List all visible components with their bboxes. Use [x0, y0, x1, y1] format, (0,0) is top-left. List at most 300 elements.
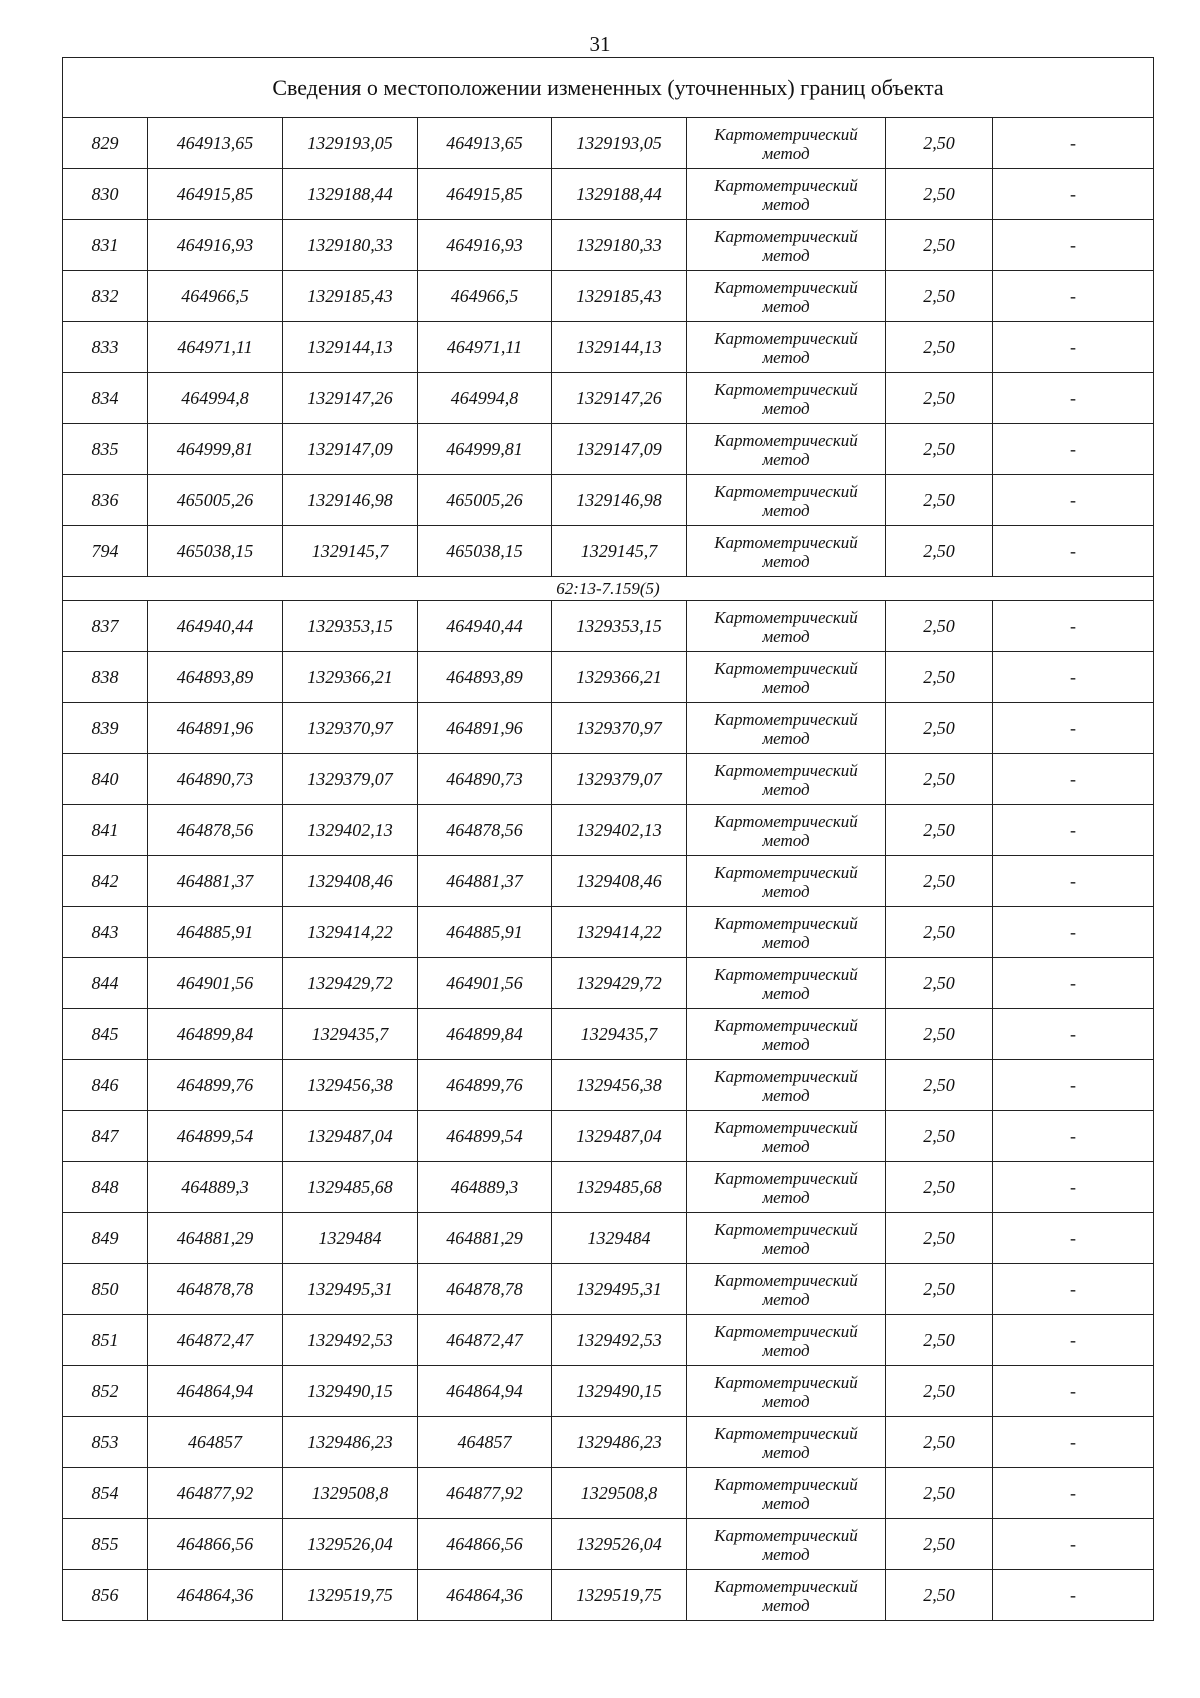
method-line-1: Картометрический [714, 1423, 858, 1443]
existing-x-cell: 465038,15 [148, 526, 283, 577]
method-line-2: метод [762, 1187, 810, 1207]
point-number-cell: 845 [63, 1009, 148, 1060]
point-number-cell: 855 [63, 1519, 148, 1570]
page-number: 31 [589, 32, 611, 56]
refined-y-cell: 1329492,53 [552, 1315, 687, 1366]
method-line-2: метод [762, 1391, 810, 1411]
note-cell: - [993, 169, 1154, 220]
method-line-2: метод [762, 296, 810, 316]
existing-y-cell: 1329487,04 [283, 1111, 418, 1162]
method-cell [687, 118, 886, 169]
method-line-1: Картометрический [714, 1117, 858, 1137]
method-line-1: Картометрический [714, 481, 858, 501]
existing-y-cell: 1329402,13 [283, 805, 418, 856]
existing-x-cell: 464857 [148, 1417, 283, 1468]
note-cell: - [993, 652, 1154, 703]
method-line-2: метод [762, 1085, 810, 1105]
existing-x-cell: 464891,96 [148, 703, 283, 754]
table-title: Сведения о местоположении измененных (уточненных) границ объекта [63, 58, 1154, 118]
existing-x-cell: 464940,44 [148, 601, 283, 652]
method-line-1: Картометрический [714, 862, 858, 882]
accuracy-cell: 2,50 [886, 1264, 993, 1315]
method-cell [687, 601, 886, 652]
accuracy-cell: 2,50 [886, 958, 993, 1009]
note-cell: - [993, 1570, 1154, 1621]
method-cell [687, 1315, 886, 1366]
table-row [63, 424, 1154, 475]
note-cell: - [993, 424, 1154, 475]
existing-y-cell: 1329366,21 [283, 652, 418, 703]
method-line-1: Картометрический [714, 1474, 858, 1494]
accuracy-cell: 2,50 [886, 220, 993, 271]
point-number-cell: 849 [63, 1213, 148, 1264]
table-row [63, 118, 1154, 169]
point-number-cell: 831 [63, 220, 148, 271]
table-row [63, 1162, 1154, 1213]
table-row [63, 220, 1154, 271]
refined-x-cell: 464857 [418, 1417, 552, 1468]
existing-y-cell: 1329414,22 [283, 907, 418, 958]
method-line-1: Картометрический [714, 226, 858, 246]
existing-x-cell: 464966,5 [148, 271, 283, 322]
refined-y-cell: 1329485,68 [552, 1162, 687, 1213]
accuracy-cell: 2,50 [886, 322, 993, 373]
existing-x-cell: 464913,65 [148, 118, 283, 169]
table-row [63, 1060, 1154, 1111]
refined-y-cell: 1329487,04 [552, 1111, 687, 1162]
table-row [63, 856, 1154, 907]
point-number-cell: 850 [63, 1264, 148, 1315]
accuracy-cell: 2,50 [886, 856, 993, 907]
method-line-2: метод [762, 194, 810, 214]
method-cell [687, 424, 886, 475]
point-number-cell: 838 [63, 652, 148, 703]
point-number-cell: 836 [63, 475, 148, 526]
method-line-1: Картометрический [714, 430, 858, 450]
existing-y-cell: 1329188,44 [283, 169, 418, 220]
existing-y-cell: 1329146,98 [283, 475, 418, 526]
method-cell [687, 1366, 886, 1417]
refined-y-cell: 1329146,98 [552, 475, 687, 526]
existing-x-cell: 464878,78 [148, 1264, 283, 1315]
existing-x-cell: 464994,8 [148, 373, 283, 424]
method-cell [687, 703, 886, 754]
note-cell: - [993, 1060, 1154, 1111]
note-cell: - [993, 1315, 1154, 1366]
method-line-1: Картометрический [714, 760, 858, 780]
refined-x-cell: 464885,91 [418, 907, 552, 958]
method-line-2: метод [762, 398, 810, 418]
existing-x-cell: 464890,73 [148, 754, 283, 805]
method-line-2: метод [762, 500, 810, 520]
method-line-1: Картометрический [714, 913, 858, 933]
refined-x-cell: 464994,8 [418, 373, 552, 424]
table-row [63, 526, 1154, 577]
method-line-2: метод [762, 449, 810, 469]
method-line-2: метод [762, 779, 810, 799]
point-number-cell: 842 [63, 856, 148, 907]
refined-y-cell: 1329180,33 [552, 220, 687, 271]
method-line-2: метод [762, 1238, 810, 1258]
method-cell [687, 1009, 886, 1060]
method-line-2: метод [762, 1544, 810, 1564]
accuracy-cell: 2,50 [886, 271, 993, 322]
refined-y-cell: 1329147,09 [552, 424, 687, 475]
existing-x-cell: 464881,37 [148, 856, 283, 907]
accuracy-cell: 2,50 [886, 754, 993, 805]
table-row [63, 754, 1154, 805]
refined-y-cell: 1329185,43 [552, 271, 687, 322]
existing-x-cell: 464872,47 [148, 1315, 283, 1366]
table-row [63, 1366, 1154, 1417]
accuracy-cell: 2,50 [886, 169, 993, 220]
refined-y-cell: 1329526,04 [552, 1519, 687, 1570]
existing-y-cell: 1329144,13 [283, 322, 418, 373]
refined-x-cell: 464901,56 [418, 958, 552, 1009]
method-cell [687, 220, 886, 271]
note-cell: - [993, 856, 1154, 907]
refined-y-cell: 1329508,8 [552, 1468, 687, 1519]
table-row [63, 703, 1154, 754]
existing-y-cell: 1329370,97 [283, 703, 418, 754]
point-number-cell: 843 [63, 907, 148, 958]
table-row [63, 1417, 1154, 1468]
method-cell [687, 1111, 886, 1162]
accuracy-cell: 2,50 [886, 1417, 993, 1468]
refined-x-cell: 464878,78 [418, 1264, 552, 1315]
point-number-cell: 848 [63, 1162, 148, 1213]
method-cell [687, 907, 886, 958]
note-cell: - [993, 118, 1154, 169]
note-cell: - [993, 526, 1154, 577]
existing-y-cell: 1329435,7 [283, 1009, 418, 1060]
existing-x-cell: 464915,85 [148, 169, 283, 220]
refined-y-cell: 1329145,7 [552, 526, 687, 577]
table-row [63, 475, 1154, 526]
method-cell [687, 1417, 886, 1468]
refined-x-cell: 464913,65 [418, 118, 552, 169]
existing-y-cell: 1329526,04 [283, 1519, 418, 1570]
accuracy-cell: 2,50 [886, 703, 993, 754]
refined-x-cell: 464893,89 [418, 652, 552, 703]
accuracy-cell: 2,50 [886, 1213, 993, 1264]
existing-y-cell: 1329508,8 [283, 1468, 418, 1519]
existing-x-cell: 464881,29 [148, 1213, 283, 1264]
note-cell: - [993, 1468, 1154, 1519]
refined-x-cell: 464891,96 [418, 703, 552, 754]
accuracy-cell: 2,50 [886, 424, 993, 475]
refined-y-cell: 1329456,38 [552, 1060, 687, 1111]
method-line-2: метод [762, 1442, 810, 1462]
point-number-cell: 852 [63, 1366, 148, 1417]
refined-y-cell: 1329429,72 [552, 958, 687, 1009]
table-row [63, 958, 1154, 1009]
refined-y-cell: 1329519,75 [552, 1570, 687, 1621]
section-label: 62:13-7.159(5) [63, 577, 1154, 601]
method-line-1: Картометрический [714, 379, 858, 399]
refined-y-cell: 1329495,31 [552, 1264, 687, 1315]
method-line-2: метод [762, 728, 810, 748]
method-line-2: метод [762, 347, 810, 367]
method-cell [687, 1213, 886, 1264]
method-line-1: Картометрический [714, 607, 858, 627]
method-line-2: метод [762, 1136, 810, 1156]
existing-y-cell: 1329145,7 [283, 526, 418, 577]
note-cell: - [993, 1519, 1154, 1570]
refined-y-cell: 1329486,23 [552, 1417, 687, 1468]
method-line-2: метод [762, 1289, 810, 1309]
refined-x-cell: 464940,44 [418, 601, 552, 652]
accuracy-cell: 2,50 [886, 1162, 993, 1213]
accuracy-cell: 2,50 [886, 1009, 993, 1060]
method-line-2: метод [762, 626, 810, 646]
refined-x-cell: 464971,11 [418, 322, 552, 373]
refined-x-cell: 464966,5 [418, 271, 552, 322]
accuracy-cell: 2,50 [886, 652, 993, 703]
point-number-cell: 841 [63, 805, 148, 856]
note-cell: - [993, 958, 1154, 1009]
note-cell: - [993, 220, 1154, 271]
method-line-2: метод [762, 1034, 810, 1054]
method-line-2: метод [762, 830, 810, 850]
refined-x-cell: 464915,85 [418, 169, 552, 220]
refined-y-cell: 1329370,97 [552, 703, 687, 754]
accuracy-cell: 2,50 [886, 907, 993, 958]
table-row [63, 373, 1154, 424]
method-cell [687, 322, 886, 373]
table-row [63, 1009, 1154, 1060]
refined-x-cell: 464877,92 [418, 1468, 552, 1519]
method-cell [687, 373, 886, 424]
note-cell: - [993, 1213, 1154, 1264]
existing-x-cell: 464971,11 [148, 322, 283, 373]
refined-y-cell: 1329379,07 [552, 754, 687, 805]
note-cell: - [993, 1264, 1154, 1315]
existing-x-cell: 464864,94 [148, 1366, 283, 1417]
refined-y-cell: 1329435,7 [552, 1009, 687, 1060]
method-line-1: Картометрический [714, 811, 858, 831]
note-cell: - [993, 322, 1154, 373]
method-line-2: метод [762, 881, 810, 901]
point-number-cell: 846 [63, 1060, 148, 1111]
existing-y-cell: 1329353,15 [283, 601, 418, 652]
accuracy-cell: 2,50 [886, 118, 993, 169]
refined-x-cell: 464999,81 [418, 424, 552, 475]
refined-x-cell: 464890,73 [418, 754, 552, 805]
accuracy-cell: 2,50 [886, 1111, 993, 1162]
method-line-1: Картометрический [714, 1321, 858, 1341]
boundary-coordinates-table [62, 57, 1154, 1621]
existing-y-cell: 1329456,38 [283, 1060, 418, 1111]
point-number-cell: 856 [63, 1570, 148, 1621]
method-line-1: Картометрический [714, 1219, 858, 1239]
note-cell: - [993, 805, 1154, 856]
note-cell: - [993, 1009, 1154, 1060]
note-cell: - [993, 754, 1154, 805]
refined-x-cell: 464881,29 [418, 1213, 552, 1264]
method-line-1: Картометрический [714, 1066, 858, 1086]
point-number-cell: 829 [63, 118, 148, 169]
method-line-2: метод [762, 245, 810, 265]
existing-x-cell: 464878,56 [148, 805, 283, 856]
point-number-cell: 830 [63, 169, 148, 220]
existing-y-cell: 1329519,75 [283, 1570, 418, 1621]
method-line-2: метод [762, 551, 810, 571]
table-row [63, 1315, 1154, 1366]
table-row [63, 271, 1154, 322]
method-line-1: Картометрический [714, 964, 858, 984]
note-cell: - [993, 271, 1154, 322]
method-cell [687, 958, 886, 1009]
accuracy-cell: 2,50 [886, 1570, 993, 1621]
existing-y-cell: 1329492,53 [283, 1315, 418, 1366]
method-line-2: метод [762, 677, 810, 697]
method-cell [687, 1468, 886, 1519]
table-row [63, 1111, 1154, 1162]
existing-x-cell: 464889,3 [148, 1162, 283, 1213]
existing-x-cell: 465005,26 [148, 475, 283, 526]
point-number-cell: 853 [63, 1417, 148, 1468]
refined-y-cell: 1329144,13 [552, 322, 687, 373]
point-number-cell: 835 [63, 424, 148, 475]
refined-y-cell: 1329408,46 [552, 856, 687, 907]
refined-x-cell: 464899,76 [418, 1060, 552, 1111]
accuracy-cell: 2,50 [886, 373, 993, 424]
point-number-cell: 834 [63, 373, 148, 424]
method-line-1: Картометрический [714, 1372, 858, 1392]
refined-x-cell: 464864,36 [418, 1570, 552, 1621]
existing-x-cell: 464901,56 [148, 958, 283, 1009]
existing-x-cell: 464899,84 [148, 1009, 283, 1060]
note-cell: - [993, 703, 1154, 754]
existing-y-cell: 1329485,68 [283, 1162, 418, 1213]
table-row [63, 652, 1154, 703]
existing-y-cell: 1329180,33 [283, 220, 418, 271]
point-number-cell: 847 [63, 1111, 148, 1162]
point-number-cell: 833 [63, 322, 148, 373]
method-line-1: Картометрический [714, 328, 858, 348]
note-cell: - [993, 373, 1154, 424]
point-number-cell: 837 [63, 601, 148, 652]
method-line-1: Картометрический [714, 1015, 858, 1035]
method-line-1: Картометрический [714, 124, 858, 144]
existing-y-cell: 1329490,15 [283, 1366, 418, 1417]
refined-x-cell: 464881,37 [418, 856, 552, 907]
refined-y-cell: 1329193,05 [552, 118, 687, 169]
existing-x-cell: 464866,56 [148, 1519, 283, 1570]
method-line-1: Картометрический [714, 709, 858, 729]
method-cell [687, 1264, 886, 1315]
table-row [63, 805, 1154, 856]
note-cell: - [993, 1366, 1154, 1417]
method-line-1: Картометрический [714, 658, 858, 678]
method-line-1: Картометрический [714, 1270, 858, 1290]
accuracy-cell: 2,50 [886, 475, 993, 526]
existing-x-cell: 464885,91 [148, 907, 283, 958]
method-line-1: Картометрический [714, 1168, 858, 1188]
method-cell [687, 856, 886, 907]
method-cell [687, 526, 886, 577]
table-row [63, 322, 1154, 373]
refined-x-cell: 464889,3 [418, 1162, 552, 1213]
point-number-cell: 832 [63, 271, 148, 322]
method-cell [687, 1060, 886, 1111]
method-line-1: Картометрический [714, 532, 858, 552]
point-number-cell: 854 [63, 1468, 148, 1519]
point-number-cell: 844 [63, 958, 148, 1009]
refined-x-cell: 464864,94 [418, 1366, 552, 1417]
note-cell: - [993, 907, 1154, 958]
table-row [63, 1468, 1154, 1519]
refined-y-cell: 1329353,15 [552, 601, 687, 652]
accuracy-cell: 2,50 [886, 1315, 993, 1366]
accuracy-cell: 2,50 [886, 526, 993, 577]
method-cell [687, 475, 886, 526]
refined-y-cell: 1329414,22 [552, 907, 687, 958]
accuracy-cell: 2,50 [886, 1519, 993, 1570]
method-line-1: Картометрический [714, 1576, 858, 1596]
method-line-2: метод [762, 1340, 810, 1360]
existing-y-cell: 1329147,26 [283, 373, 418, 424]
refined-x-cell: 464916,93 [418, 220, 552, 271]
existing-x-cell: 464899,76 [148, 1060, 283, 1111]
point-number-cell: 839 [63, 703, 148, 754]
existing-x-cell: 464864,36 [148, 1570, 283, 1621]
refined-x-cell: 464866,56 [418, 1519, 552, 1570]
table-row [63, 1264, 1154, 1315]
method-cell [687, 1519, 886, 1570]
refined-y-cell: 1329366,21 [552, 652, 687, 703]
refined-y-cell: 1329490,15 [552, 1366, 687, 1417]
method-cell [687, 169, 886, 220]
note-cell: - [993, 475, 1154, 526]
method-cell [687, 271, 886, 322]
existing-y-cell: 1329408,46 [283, 856, 418, 907]
method-line-2: метод [762, 932, 810, 952]
method-cell [687, 805, 886, 856]
refined-y-cell: 1329188,44 [552, 169, 687, 220]
existing-y-cell: 1329185,43 [283, 271, 418, 322]
refined-x-cell: 464872,47 [418, 1315, 552, 1366]
existing-x-cell: 464893,89 [148, 652, 283, 703]
note-cell: - [993, 1162, 1154, 1213]
accuracy-cell: 2,50 [886, 601, 993, 652]
method-line-2: метод [762, 1595, 810, 1615]
existing-y-cell: 1329429,72 [283, 958, 418, 1009]
table-row [63, 1519, 1154, 1570]
note-cell: - [993, 601, 1154, 652]
refined-x-cell: 464878,56 [418, 805, 552, 856]
note-cell: - [993, 1417, 1154, 1468]
refined-x-cell: 465038,15 [418, 526, 552, 577]
accuracy-cell: 2,50 [886, 1468, 993, 1519]
existing-x-cell: 464999,81 [148, 424, 283, 475]
table-row [63, 601, 1154, 652]
table-row [63, 1213, 1154, 1264]
refined-y-cell: 1329402,13 [552, 805, 687, 856]
existing-x-cell: 464916,93 [148, 220, 283, 271]
method-line-1: Картометрический [714, 277, 858, 297]
method-cell [687, 1162, 886, 1213]
existing-x-cell: 464877,92 [148, 1468, 283, 1519]
method-cell [687, 652, 886, 703]
existing-y-cell: 1329147,09 [283, 424, 418, 475]
table-row [63, 169, 1154, 220]
existing-y-cell: 1329495,31 [283, 1264, 418, 1315]
refined-x-cell: 465005,26 [418, 475, 552, 526]
refined-y-cell: 1329484 [552, 1213, 687, 1264]
table-row [63, 907, 1154, 958]
